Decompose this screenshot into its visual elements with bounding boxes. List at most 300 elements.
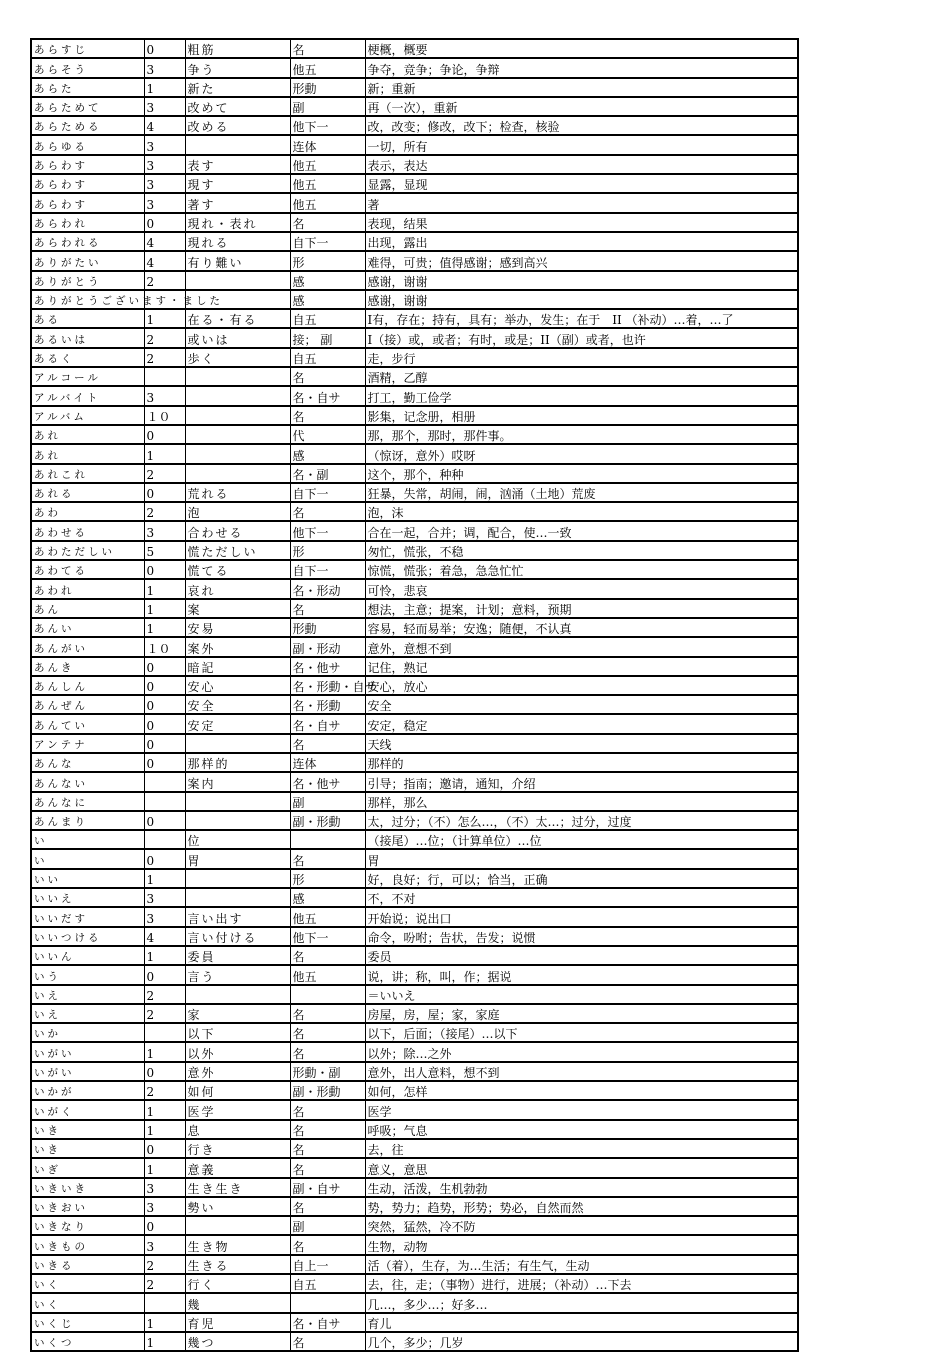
- table-row: [31, 1023, 798, 1042]
- accent-cell: 0: [144, 560, 185, 579]
- meaning-cell: 记住，熟记: [365, 657, 798, 676]
- kanji-cell: 現す: [185, 174, 290, 193]
- meaning-cell: 委员: [365, 946, 798, 965]
- meaning-cell: 意义，意思: [365, 1158, 798, 1177]
- reading-cell: あん: [31, 599, 144, 618]
- accent-cell: 4: [144, 232, 185, 251]
- reading-cell: あわ: [31, 502, 144, 521]
- reading-cell: あわてる: [31, 560, 144, 579]
- table-row: [31, 155, 798, 174]
- table-row: [31, 309, 798, 328]
- part-of-speech-cell: 感: [290, 271, 365, 290]
- meaning-cell: 合在一起，合并；调，配合，使…一致: [365, 521, 798, 540]
- meaning-cell: 显露，显现: [365, 174, 798, 193]
- part-of-speech-cell: 他下一: [290, 116, 365, 135]
- kanji-cell: 争う: [185, 58, 290, 77]
- accent-cell: 3: [144, 58, 185, 77]
- meaning-cell: 难得，可贵；值得感谢；感到高兴: [365, 251, 798, 270]
- part-of-speech-cell: 副: [290, 1216, 365, 1235]
- reading-cell: あらわれ: [31, 213, 144, 232]
- kanji-cell: 胃: [185, 849, 290, 868]
- kanji-cell: [185, 271, 290, 290]
- part-of-speech-cell: 名: [290, 1158, 365, 1177]
- meaning-cell: 安全: [365, 695, 798, 714]
- reading-cell: いきいき: [31, 1178, 144, 1197]
- accent-cell: 0: [144, 657, 185, 676]
- kanji-cell: 安易: [185, 618, 290, 637]
- part-of-speech-cell: 副・形動: [290, 1081, 365, 1100]
- meaning-cell: 这个，那个，种种: [365, 464, 798, 483]
- kanji-cell: 行き: [185, 1139, 290, 1158]
- reading-cell: いきおい: [31, 1197, 144, 1216]
- accent-cell: 2: [144, 464, 185, 483]
- accent-cell: 3: [144, 193, 185, 212]
- accent-cell: 1: [144, 309, 185, 328]
- meaning-cell: 房屋，房，屋；家，家庭: [365, 1004, 798, 1023]
- part-of-speech-cell: 自下一: [290, 560, 365, 579]
- reading-cell: あわただしい: [31, 541, 144, 560]
- accent-cell: 2: [144, 502, 185, 521]
- part-of-speech-cell: 形動: [290, 78, 365, 97]
- meaning-cell: 影集，记念册，相册: [365, 406, 798, 425]
- meaning-cell: 惊慌，慌张；着急，急急忙忙: [365, 560, 798, 579]
- vocabulary-sheet: [30, 38, 797, 1352]
- meaning-cell: 容易，轻而易举；安逸；随便，不认真: [365, 618, 798, 637]
- meaning-cell: 医学: [365, 1100, 798, 1119]
- meaning-cell: 突然，猛然，冷不防: [365, 1216, 798, 1235]
- kanji-cell: 言い出す: [185, 907, 290, 926]
- meaning-cell: 意外，出人意料，想不到: [365, 1062, 798, 1081]
- meaning-cell: 感谢，谢谢: [365, 290, 798, 309]
- kanji-cell: 息: [185, 1120, 290, 1139]
- part-of-speech-cell: 接； 副: [290, 328, 365, 347]
- kanji-cell: 或いは: [185, 328, 290, 347]
- accent-cell: [144, 772, 185, 791]
- kanji-cell: 那样的: [185, 753, 290, 772]
- meaning-cell: 想法，主意；提案，计划；意料，预期: [365, 599, 798, 618]
- table-row: [31, 1313, 798, 1332]
- table-row: [31, 927, 798, 946]
- accent-cell: 1: [144, 1158, 185, 1177]
- kanji-cell: 現れる: [185, 232, 290, 251]
- kanji-cell: 幾つ: [185, 1332, 290, 1351]
- meaning-cell: I（接）或，或者；有时，或是；II（副）或者，也许: [365, 328, 798, 347]
- reading-cell: アルコール: [31, 367, 144, 386]
- meaning-cell: 走，步行: [365, 348, 798, 367]
- accent-cell: 3: [144, 135, 185, 154]
- part-of-speech-cell: 名・形動: [290, 695, 365, 714]
- meaning-cell: 天线: [365, 734, 798, 753]
- reading-cell: ありがとう: [31, 271, 144, 290]
- part-of-speech-cell: 自下一: [290, 483, 365, 502]
- kanji-cell: [185, 135, 290, 154]
- table-row: [31, 579, 798, 598]
- reading-cell: いう: [31, 965, 144, 984]
- table-row: [31, 637, 798, 656]
- table-row: [31, 849, 798, 868]
- meaning-cell: 匆忙，慌张，不稳: [365, 541, 798, 560]
- table-row: [31, 386, 798, 405]
- meaning-cell: 表示，表达: [365, 155, 798, 174]
- reading-cell: い: [31, 849, 144, 868]
- meaning-cell: 命令，吩咐；告状，告发；说惯: [365, 927, 798, 946]
- accent-cell: 3: [144, 386, 185, 405]
- accent-cell: 0: [144, 425, 185, 444]
- meaning-cell: 去，往: [365, 1139, 798, 1158]
- meaning-cell: 以下，后面；（接尾）…以下: [365, 1023, 798, 1042]
- reading-cell: あらわす: [31, 155, 144, 174]
- meaning-cell: 表现，结果: [365, 213, 798, 232]
- accent-cell: 2: [144, 1255, 185, 1274]
- kanji-cell: 歩く: [185, 348, 290, 367]
- part-of-speech-cell: 名・自サ: [290, 1313, 365, 1332]
- meaning-cell: 引导；指南；邀请，通知，介绍: [365, 772, 798, 791]
- accent-cell: 2: [144, 1004, 185, 1023]
- meaning-cell: 几…，多少…；好多…: [365, 1293, 798, 1312]
- part-of-speech-cell: 名: [290, 502, 365, 521]
- kanji-cell: [185, 464, 290, 483]
- kanji-cell: [185, 869, 290, 888]
- table-row: [31, 695, 798, 714]
- part-of-speech-cell: 名: [290, 406, 365, 425]
- part-of-speech-cell: 他五: [290, 193, 365, 212]
- kanji-cell: 改めて: [185, 97, 290, 116]
- table-row: [31, 676, 798, 695]
- part-of-speech-cell: 名・自サ: [290, 714, 365, 733]
- accent-cell: [144, 367, 185, 386]
- meaning-cell: （接尾）…位；（计算单位）…位: [365, 830, 798, 849]
- part-of-speech-cell: 名: [290, 599, 365, 618]
- reading-cell: アルバム: [31, 406, 144, 425]
- accent-cell: 0: [144, 1062, 185, 1081]
- reading-cell: いいえ: [31, 888, 144, 907]
- part-of-speech-cell: 名: [290, 734, 365, 753]
- reading-cell: あらわす: [31, 174, 144, 193]
- part-of-speech-cell: 副・形动: [290, 637, 365, 656]
- table-row: [31, 946, 798, 965]
- reading-cell: いいつける: [31, 927, 144, 946]
- accent-cell: 1: [144, 78, 185, 97]
- accent-cell: 0: [144, 39, 185, 58]
- part-of-speech-cell: 名: [290, 213, 365, 232]
- kanji-cell: [185, 386, 290, 405]
- reading-cell: いきる: [31, 1255, 144, 1274]
- part-of-speech-cell: 形: [290, 869, 365, 888]
- accent-cell: 0: [144, 1139, 185, 1158]
- reading-cell: あらそう: [31, 58, 144, 77]
- table-row: [31, 599, 798, 618]
- meaning-cell: 安心，放心: [365, 676, 798, 695]
- reading-cell: あらわれる: [31, 232, 144, 251]
- reading-cell: アンテナ: [31, 734, 144, 753]
- kanji-cell: 言い付ける: [185, 927, 290, 946]
- kanji-cell: 生き物: [185, 1235, 290, 1254]
- reading-cell: あんてい: [31, 714, 144, 733]
- meaning-cell: 生物，动物: [365, 1235, 798, 1254]
- kanji-cell: 意外: [185, 1062, 290, 1081]
- accent-cell: [144, 1293, 185, 1312]
- table-row: [31, 502, 798, 521]
- part-of-speech-cell: 名: [290, 1120, 365, 1139]
- reading-cell: あんぜん: [31, 695, 144, 714]
- kanji-cell: 安心: [185, 676, 290, 695]
- kanji-cell: 安全: [185, 695, 290, 714]
- accent-cell: 2: [144, 328, 185, 347]
- meaning-cell: 意外，意想不到: [365, 637, 798, 656]
- kanji-cell: 育児: [185, 1313, 290, 1332]
- kanji-cell: [185, 425, 290, 444]
- table-row: [31, 985, 798, 1004]
- table-row: [31, 1255, 798, 1274]
- part-of-speech-cell: 名・副: [290, 464, 365, 483]
- accent-cell: 1: [144, 946, 185, 965]
- table-row: [31, 1004, 798, 1023]
- meaning-cell: 出现，露出: [365, 232, 798, 251]
- reading-cell: いき: [31, 1120, 144, 1139]
- meaning-cell: 去，往，走；（事物）进行，进展；（补动）…下去: [365, 1274, 798, 1293]
- part-of-speech-cell: 形: [290, 541, 365, 560]
- table-row: [31, 1216, 798, 1235]
- reading-cell: いがい: [31, 1062, 144, 1081]
- kanji-cell: 家: [185, 1004, 290, 1023]
- part-of-speech-cell: 名: [290, 39, 365, 58]
- reading-cell: アルバイト: [31, 386, 144, 405]
- table-row: [31, 714, 798, 733]
- meaning-cell: 狂暴，失常，胡闹，闹，汹涌（土地）荒废: [365, 483, 798, 502]
- kanji-cell: 如何: [185, 1081, 290, 1100]
- table-row: [31, 772, 798, 791]
- meaning-cell: 泡，沫: [365, 502, 798, 521]
- kanji-cell: [185, 985, 290, 1004]
- table-row: [31, 425, 798, 444]
- part-of-speech-cell: 自五: [290, 348, 365, 367]
- reading-cell: あんがい: [31, 637, 144, 656]
- accent-cell: 1: [144, 1042, 185, 1061]
- meaning-cell: ＝いいえ: [365, 985, 798, 1004]
- meaning-cell: 酒精，乙醇: [365, 367, 798, 386]
- accent-cell: 0: [144, 734, 185, 753]
- reading-cell: いかが: [31, 1081, 144, 1100]
- reading-cell: あんしん: [31, 676, 144, 695]
- reading-cell: あんまり: [31, 811, 144, 830]
- accent-cell: 0: [144, 753, 185, 772]
- part-of-speech-cell: 名: [290, 1332, 365, 1351]
- meaning-cell: 以外；除…之外: [365, 1042, 798, 1061]
- accent-cell: 5: [144, 541, 185, 560]
- part-of-speech-cell: 名・他サ: [290, 657, 365, 676]
- kanji-cell: [185, 444, 290, 463]
- table-row: [31, 1197, 798, 1216]
- accent-cell: 3: [144, 97, 185, 116]
- meaning-cell: 那样，那么: [365, 792, 798, 811]
- table-row: [31, 328, 798, 347]
- table-row: [31, 232, 798, 251]
- table-row: [31, 1293, 798, 1312]
- accent-cell: 3: [144, 907, 185, 926]
- part-of-speech-cell: 他五: [290, 965, 365, 984]
- accent-cell: 1: [144, 579, 185, 598]
- table-row: [31, 1100, 798, 1119]
- part-of-speech-cell: 自上一: [290, 1255, 365, 1274]
- reading-cell: あんい: [31, 618, 144, 637]
- reading-cell: あわせる: [31, 521, 144, 540]
- part-of-speech-cell: 名: [290, 849, 365, 868]
- accent-cell: １０: [144, 406, 185, 425]
- table-row: [31, 907, 798, 926]
- part-of-speech-cell: 名: [290, 1100, 365, 1119]
- vocabulary-table-body: [31, 39, 798, 1351]
- meaning-cell: 新；重新: [365, 78, 798, 97]
- kanji-cell: 哀れ: [185, 579, 290, 598]
- table-row: [31, 560, 798, 579]
- reading-cell: あんなに: [31, 792, 144, 811]
- reading-cell: いか: [31, 1023, 144, 1042]
- table-row: [31, 1332, 798, 1351]
- reading-cell: ありがたい: [31, 251, 144, 270]
- kanji-cell: 幾: [185, 1293, 290, 1312]
- kanji-cell: 行く: [185, 1274, 290, 1293]
- accent-cell: 3: [144, 155, 185, 174]
- part-of-speech-cell: 他五: [290, 907, 365, 926]
- part-of-speech-cell: 名: [290, 1004, 365, 1023]
- kanji-cell: 以下: [185, 1023, 290, 1042]
- table-row: [31, 251, 798, 270]
- reading-cell: いくつ: [31, 1332, 144, 1351]
- reading-cell: いく: [31, 1293, 144, 1312]
- accent-cell: 0: [144, 483, 185, 502]
- table-row: [31, 97, 798, 116]
- accent-cell: 1: [144, 599, 185, 618]
- accent-cell: 1: [144, 1313, 185, 1332]
- kanji-cell: 表す: [185, 155, 290, 174]
- meaning-cell: I有，存在；持有，具有；举办，发生；在于 II （补动）…着，…了: [365, 309, 798, 328]
- accent-cell: 3: [144, 521, 185, 540]
- meaning-cell: 活（着），生存，为…生活；有生气，生动: [365, 1255, 798, 1274]
- part-of-speech-cell: 副: [290, 97, 365, 116]
- accent-cell: 2: [144, 1081, 185, 1100]
- table-row: [31, 618, 798, 637]
- part-of-speech-cell: 他下一: [290, 521, 365, 540]
- part-of-speech-cell: 形: [290, 251, 365, 270]
- accent-cell: 3: [144, 1235, 185, 1254]
- part-of-speech-cell: 名: [290, 1235, 365, 1254]
- kanji-cell: 案: [185, 599, 290, 618]
- part-of-speech-cell: [290, 1293, 365, 1312]
- meaning-cell: 几个，多少；几岁: [365, 1332, 798, 1351]
- kanji-cell: [185, 367, 290, 386]
- table-row: [31, 290, 798, 309]
- kanji-cell: 言う: [185, 965, 290, 984]
- part-of-speech-cell: 感: [290, 444, 365, 463]
- part-of-speech-cell: 名: [290, 367, 365, 386]
- kanji-cell: [185, 406, 290, 425]
- table-row: [31, 753, 798, 772]
- reading-cell: あんな: [31, 753, 144, 772]
- table-row: [31, 1235, 798, 1254]
- accent-cell: 1: [144, 1100, 185, 1119]
- accent-cell: 3: [144, 1197, 185, 1216]
- reading-cell: あらわす: [31, 193, 144, 212]
- kanji-cell: 安定: [185, 714, 290, 733]
- part-of-speech-cell: 他五: [290, 58, 365, 77]
- vocabulary-table: [30, 38, 799, 1352]
- reading-cell: いいだす: [31, 907, 144, 926]
- accent-cell: 2: [144, 1274, 185, 1293]
- table-row: [31, 444, 798, 463]
- kanji-cell: 著す: [185, 193, 290, 212]
- kanji-cell: 荒れる: [185, 483, 290, 502]
- kanji-cell: 医学: [185, 1100, 290, 1119]
- table-row: [31, 792, 798, 811]
- meaning-cell: 那样的: [365, 753, 798, 772]
- accent-cell: 3: [144, 1178, 185, 1197]
- reading-cell: いいん: [31, 946, 144, 965]
- part-of-speech-cell: 形動: [290, 618, 365, 637]
- part-of-speech-cell: 连体: [290, 753, 365, 772]
- table-row: [31, 521, 798, 540]
- table-row: [31, 483, 798, 502]
- accent-cell: 2: [144, 271, 185, 290]
- accent-cell: [144, 1023, 185, 1042]
- reading-cell: あらゆる: [31, 135, 144, 154]
- kanji-cell: 現れ・表れ: [185, 213, 290, 232]
- kanji-cell: 案内: [185, 772, 290, 791]
- reading-cell: いぎ: [31, 1158, 144, 1177]
- table-row: [31, 541, 798, 560]
- meaning-cell: 势，势力；趋势，形势；势必，自然而然: [365, 1197, 798, 1216]
- table-row: [31, 1120, 798, 1139]
- table-row: [31, 734, 798, 753]
- kanji-cell: 有り難い: [185, 251, 290, 270]
- accent-cell: 0: [144, 213, 185, 232]
- kanji-cell: 意義: [185, 1158, 290, 1177]
- table-row: [31, 965, 798, 984]
- kanji-cell: 委員: [185, 946, 290, 965]
- reading-cell: いきもの: [31, 1235, 144, 1254]
- meaning-cell: 感谢，谢谢: [365, 271, 798, 290]
- table-row: [31, 1274, 798, 1293]
- reading-cell: あらためる: [31, 116, 144, 135]
- meaning-cell: 胃: [365, 849, 798, 868]
- meaning-cell: 好，良好；行，可以；恰当，正确: [365, 869, 798, 888]
- meaning-cell: 呼吸；气息: [365, 1120, 798, 1139]
- kanji-cell: 泡: [185, 502, 290, 521]
- reading-cell: あんない: [31, 772, 144, 791]
- table-row: [31, 348, 798, 367]
- table-row: [31, 1042, 798, 1061]
- accent-cell: 4: [144, 116, 185, 135]
- meaning-cell: 说，讲；称，叫，作；据说: [365, 965, 798, 984]
- table-row: [31, 58, 798, 77]
- accent-cell: 1: [144, 444, 185, 463]
- table-row: [31, 406, 798, 425]
- reading-cell: いえ: [31, 985, 144, 1004]
- table-row: [31, 1158, 798, 1177]
- part-of-speech-cell: 名: [290, 946, 365, 965]
- part-of-speech-cell: 名: [290, 1042, 365, 1061]
- reading-cell: いく: [31, 1274, 144, 1293]
- kanji-cell: 暗記: [185, 657, 290, 676]
- reading-cell: いき: [31, 1139, 144, 1158]
- kanji-cell: 合わせる: [185, 521, 290, 540]
- part-of-speech-cell: 代: [290, 425, 365, 444]
- reading-cell: あるく: [31, 348, 144, 367]
- reading-cell: いがく: [31, 1100, 144, 1119]
- accent-cell: 4: [144, 251, 185, 270]
- meaning-cell: （惊讶，意外）哎呀: [365, 444, 798, 463]
- kanji-cell: 粗筋: [185, 39, 290, 58]
- reading-cell: あらすじ: [31, 39, 144, 58]
